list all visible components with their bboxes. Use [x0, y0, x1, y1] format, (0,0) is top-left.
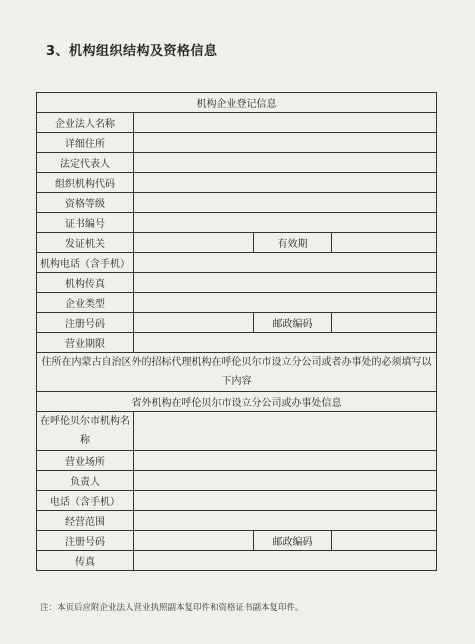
- branch-reg-no-label: 注册号码: [37, 531, 134, 551]
- place-label: 营业场所: [37, 451, 134, 471]
- fax-field[interactable]: [134, 273, 437, 293]
- branch-postcode-label: 邮政编码: [254, 531, 332, 551]
- manager-field[interactable]: [134, 471, 437, 491]
- validity-field[interactable]: [332, 233, 437, 253]
- business-term-label: 营业期限: [37, 333, 134, 353]
- scope-label: 经营范围: [37, 511, 134, 531]
- branch-fax-field[interactable]: [134, 551, 437, 571]
- issuer-field[interactable]: [134, 233, 254, 253]
- cert-no-label: 证书编号: [37, 213, 134, 233]
- scope-field[interactable]: [134, 511, 437, 531]
- fax-label: 机构传真: [37, 273, 134, 293]
- legal-rep-field[interactable]: [134, 153, 437, 173]
- branch-notice: 住所在内蒙古自治区外的招标代理机构在呼伦贝尔市设立分公司或者办事处的必须填写以下内容: [37, 353, 437, 392]
- legal-name-label: 企业法人名称: [37, 113, 134, 133]
- validity-label: 有效期: [254, 233, 332, 253]
- business-term-field[interactable]: [134, 333, 437, 353]
- qualification-field[interactable]: [134, 193, 437, 213]
- cert-no-field[interactable]: [134, 213, 437, 233]
- legal-rep-label: 法定代表人: [37, 153, 134, 173]
- manager-label: 负责人: [37, 471, 134, 491]
- postcode-label: 邮政编码: [254, 313, 332, 333]
- branch-phone-label: 电话（含手机）: [37, 491, 134, 511]
- reg-no-field[interactable]: [134, 313, 254, 333]
- branch-name-field[interactable]: [134, 412, 437, 451]
- address-label: 详细住所: [37, 133, 134, 153]
- reg-no-label: 注册号码: [37, 313, 134, 333]
- legal-name-field[interactable]: [134, 113, 437, 133]
- branch-reg-no-field[interactable]: [134, 531, 254, 551]
- qualification-label: 资格等级: [37, 193, 134, 213]
- branch-phone-field[interactable]: [134, 491, 437, 511]
- page-heading: 3、机构组织结构及资格信息: [46, 44, 218, 59]
- company-type-label: 企业类型: [37, 293, 134, 313]
- postcode-field[interactable]: [332, 313, 437, 333]
- phone-label: 机构电话（含手机）: [37, 253, 134, 273]
- branch-name-label: 在呼伦贝尔市机构名称: [37, 412, 134, 451]
- org-code-label: 组织机构代码: [37, 173, 134, 193]
- org-code-field[interactable]: [134, 173, 437, 193]
- branch-postcode-field[interactable]: [332, 531, 437, 551]
- place-field[interactable]: [134, 451, 437, 471]
- qualification-table: [36, 92, 437, 571]
- section2-title: 省外机构在呼伦贝尔市设立分公司或办事处信息: [37, 392, 437, 412]
- address-field[interactable]: [134, 133, 437, 153]
- issuer-label: 发证机关: [37, 233, 134, 253]
- phone-field[interactable]: [134, 253, 437, 273]
- company-type-field[interactable]: [134, 293, 437, 313]
- footnote: 注：本页后应附企业法人营业执照副本复印件和资格证书副本复印件。: [40, 603, 304, 613]
- branch-fax-label: 传真: [37, 551, 134, 571]
- section1-title: 机构企业登记信息: [37, 93, 437, 113]
